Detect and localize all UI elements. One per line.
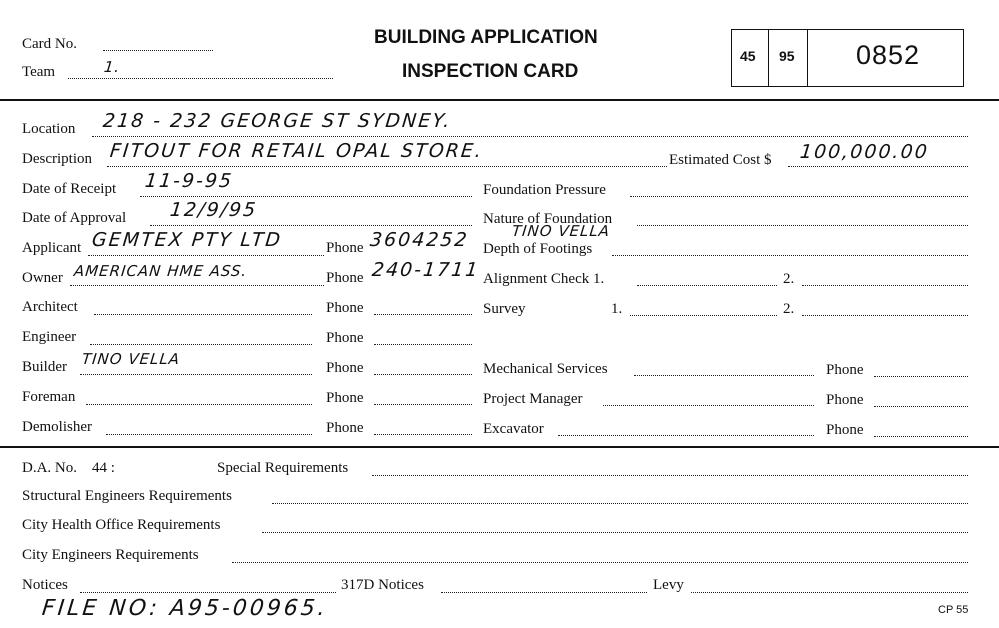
city-engineers-requirements-label: City Engineers Requirements xyxy=(22,547,199,563)
estimated-cost-value: 100,000.00 xyxy=(798,141,930,163)
excavator-phone-field[interactable] xyxy=(874,436,968,437)
header-divider xyxy=(0,99,999,101)
owner-phone-value: 240-1711 xyxy=(370,259,481,281)
applicant-value: GEMTEX PTY LTD xyxy=(90,229,284,251)
engineer-phone-label: Phone xyxy=(326,330,364,346)
foreman-label: Foreman xyxy=(22,389,76,405)
levy-label: Levy xyxy=(653,577,684,593)
demolisher-phone-label: Phone xyxy=(326,420,364,436)
survey-1-field[interactable] xyxy=(630,315,777,316)
title-line-2: INSPECTION CARD xyxy=(402,61,579,82)
mechanical-phone-label: Phone xyxy=(826,362,864,378)
team-value: 1. xyxy=(103,58,122,76)
project-manager-field[interactable] xyxy=(603,405,814,406)
city-engineers-requirements-field[interactable] xyxy=(232,562,968,563)
builder-label: Builder xyxy=(22,359,67,375)
date-receipt-field[interactable] xyxy=(140,196,472,197)
structural-requirements-label: Structural Engineers Requirements xyxy=(22,488,232,504)
date-receipt-value: 11-9-95 xyxy=(143,170,235,192)
alignment-check-1-field[interactable] xyxy=(637,285,777,286)
alignment-check-2-label: 2. xyxy=(783,271,795,287)
date-approval-field[interactable] xyxy=(150,225,472,226)
description-field[interactable] xyxy=(107,166,667,167)
owner-label: Owner xyxy=(22,270,63,286)
mechanical-phone-field[interactable] xyxy=(874,376,968,377)
team-field[interactable] xyxy=(68,78,333,79)
demolisher-label: Demolisher xyxy=(22,419,92,435)
card-number: 0852 xyxy=(856,40,921,70)
foundation-pressure-field[interactable] xyxy=(630,196,968,197)
form-code: CP 55 xyxy=(938,604,969,616)
engineer-phone-field[interactable] xyxy=(374,344,472,345)
special-requirements-label: Special Requirements xyxy=(217,460,349,476)
architect-phone-field[interactable] xyxy=(374,314,472,315)
notices-label: Notices xyxy=(22,577,68,593)
description-value: FITOUT FOR RETAIL OPAL STORE. xyxy=(108,140,485,162)
applicant-note: TINO VELLA xyxy=(511,222,612,240)
applicant-field[interactable] xyxy=(88,255,324,256)
requirements-divider xyxy=(0,446,999,448)
engineer-field[interactable] xyxy=(90,344,312,345)
notices-317d-field[interactable] xyxy=(441,592,647,593)
estimated-cost-label: Estimated Cost $ xyxy=(669,152,772,168)
notices-field[interactable] xyxy=(80,592,336,593)
applicant-phone-label: Phone xyxy=(326,240,364,256)
description-label: Description xyxy=(22,151,92,167)
health-requirements-field[interactable] xyxy=(262,532,968,533)
demolisher-phone-field[interactable] xyxy=(374,434,472,435)
nature-foundation-label: Nature of Foundation xyxy=(483,211,613,227)
levy-field[interactable] xyxy=(691,592,968,593)
card-no-label: Card No. xyxy=(22,36,77,52)
survey-label: Survey xyxy=(483,301,526,317)
survey-1-label: 1. xyxy=(611,301,623,317)
foreman-phone-label: Phone xyxy=(326,390,364,406)
architect-phone-label: Phone xyxy=(326,300,364,316)
builder-phone-label: Phone xyxy=(326,360,364,376)
foundation-pressure-label: Foundation Pressure xyxy=(483,182,606,198)
special-requirements-field[interactable] xyxy=(372,475,968,476)
mechanical-services-label: Mechanical Services xyxy=(483,361,608,377)
architect-label: Architect xyxy=(22,299,78,315)
applicant-label: Applicant xyxy=(22,240,82,256)
project-manager-phone-label: Phone xyxy=(826,392,864,408)
mechanical-services-field[interactable] xyxy=(634,375,814,376)
depth-footings-label: Depth of Footings xyxy=(483,241,593,257)
alignment-check-label: Alignment Check 1. xyxy=(483,271,605,287)
title-line-1: BUILDING APPLICATION xyxy=(374,27,598,48)
da-no-value: 44 : xyxy=(92,460,115,476)
demolisher-field[interactable] xyxy=(106,434,312,435)
project-manager-label: Project Manager xyxy=(483,391,583,407)
builder-phone-field[interactable] xyxy=(374,374,472,375)
excavator-label: Excavator xyxy=(483,421,544,437)
date-receipt-label: Date of Receipt xyxy=(22,181,117,197)
location-field[interactable] xyxy=(92,136,968,137)
owner-value: AMERICAN HME ASS. xyxy=(73,262,249,280)
foreman-field[interactable] xyxy=(86,404,312,405)
location-label: Location xyxy=(22,121,76,137)
estimated-cost-field[interactable] xyxy=(788,166,968,167)
structural-requirements-field[interactable] xyxy=(272,503,968,504)
foreman-phone-field[interactable] xyxy=(374,404,472,405)
code-a: 45 xyxy=(740,48,756,64)
location-value: 218 - 232 GEORGE ST SYDNEY. xyxy=(101,110,453,132)
card-number-box xyxy=(731,29,964,87)
date-approval-value: 12/9/95 xyxy=(168,199,259,221)
file-number: FILE NO: A95-00965. xyxy=(40,596,330,621)
builder-value: TINO VELLA xyxy=(81,350,182,368)
date-approval-label: Date of Approval xyxy=(22,210,127,226)
owner-field[interactable] xyxy=(70,285,324,286)
da-no-label: D.A. No. xyxy=(22,460,77,476)
engineer-label: Engineer xyxy=(22,329,77,345)
team-label: Team xyxy=(22,64,56,80)
architect-field[interactable] xyxy=(94,314,312,315)
code-b: 95 xyxy=(779,48,795,64)
survey-2-label: 2. xyxy=(783,301,795,317)
excavator-field[interactable] xyxy=(558,435,814,436)
depth-footings-field[interactable] xyxy=(612,255,968,256)
project-manager-phone-field[interactable] xyxy=(874,406,968,407)
builder-field[interactable] xyxy=(80,374,312,375)
notices-317d-label: 317D Notices xyxy=(341,577,424,593)
excavator-phone-label: Phone xyxy=(826,422,864,438)
owner-phone-label: Phone xyxy=(326,270,364,286)
survey-2-field[interactable] xyxy=(802,315,968,316)
nature-foundation-field[interactable] xyxy=(637,225,968,226)
alignment-check-2-field[interactable] xyxy=(802,285,968,286)
card-no-field[interactable] xyxy=(103,50,213,51)
applicant-phone-value: 3604252 xyxy=(368,229,470,251)
health-requirements-label: City Health Office Requirements xyxy=(22,517,221,533)
